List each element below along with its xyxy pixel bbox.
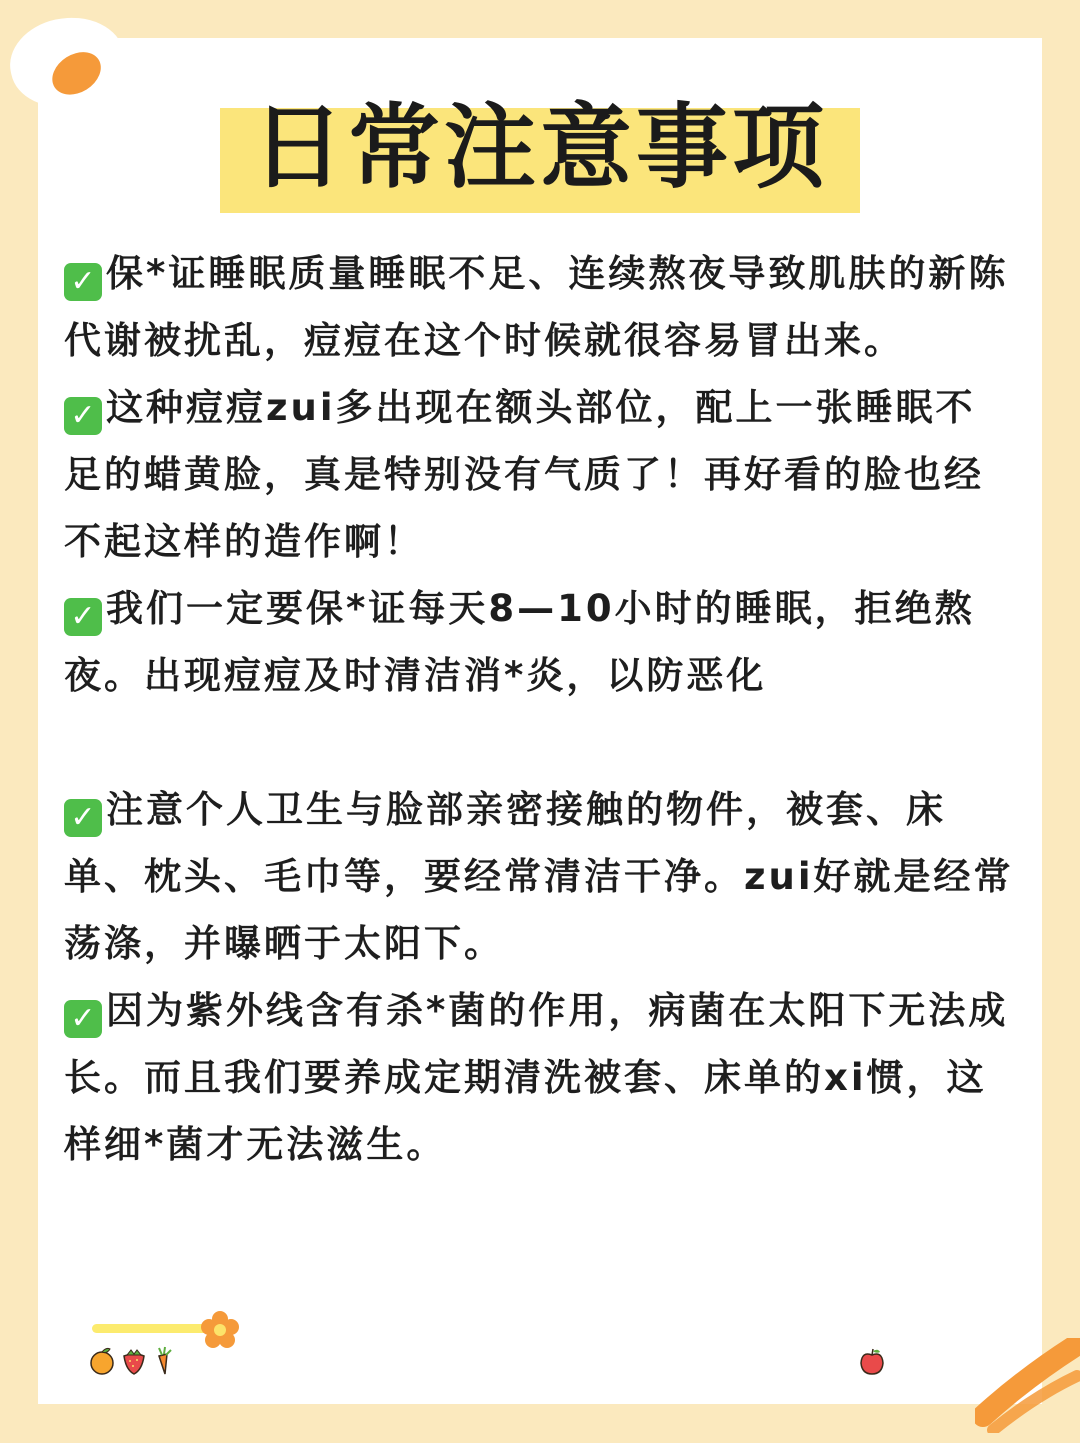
check-mark-icon: ✓ [64,799,102,837]
orange-icon [88,1346,116,1376]
tip-paragraph [64,977,1014,1178]
check-mark-icon: ✓ [64,263,102,301]
check-mark-icon: ✓ [64,397,102,435]
tip-text: 因为紫外线含有杀*菌的作用，病菌在太阳下无法成长。而且我们要养成定期清洗被套、床单的xi惯，这样细*菌才无法滋生。 [64,989,1009,1166]
strawberry-icon [120,1346,148,1376]
page-title: 日常注意事项 [251,94,828,201]
egg-yolk [44,43,108,103]
apple-icon [858,1346,886,1376]
carrot-icon [150,1346,178,1376]
paragraph-gap [64,709,1014,776]
check-mark-icon: ✓ [64,598,102,636]
tip-text: 这种痘痘zui多出现在额头部位，配上一张睡眠不足的蜡黄脸，真是特别没有气质了！再好看的脸也经不起这样的造作啊！ [64,386,984,563]
yellow-line-decoration [92,1324,210,1333]
flower-icon [200,1310,240,1350]
tip-paragraph [64,575,1014,709]
tips-list [64,240,1014,1178]
tip-text: 我们一定要保*证每天8—10小时的睡眠，拒绝熬夜。出现痘痘及时清洁消*炎，以防恶化 [64,587,975,697]
tip-paragraph [64,374,1014,575]
orange-brush-stroke [975,1338,1080,1433]
tip-text: 注意个人卫生与脸部亲密接触的物件，被套、床单、枕头、毛巾等，要经常清洁干净。zui好就是经常荡涤，并曝晒于太阳下。 [64,788,1014,965]
tip-paragraph [64,776,1014,977]
tip-paragraph [64,240,1014,374]
tip-text: 保*证睡眠质量睡眠不足、连续熬夜导致肌肤的新陈代谢被扰乱，痘痘在这个时候就很容易冒出来。 [64,252,1009,362]
check-mark-icon: ✓ [64,1000,102,1038]
